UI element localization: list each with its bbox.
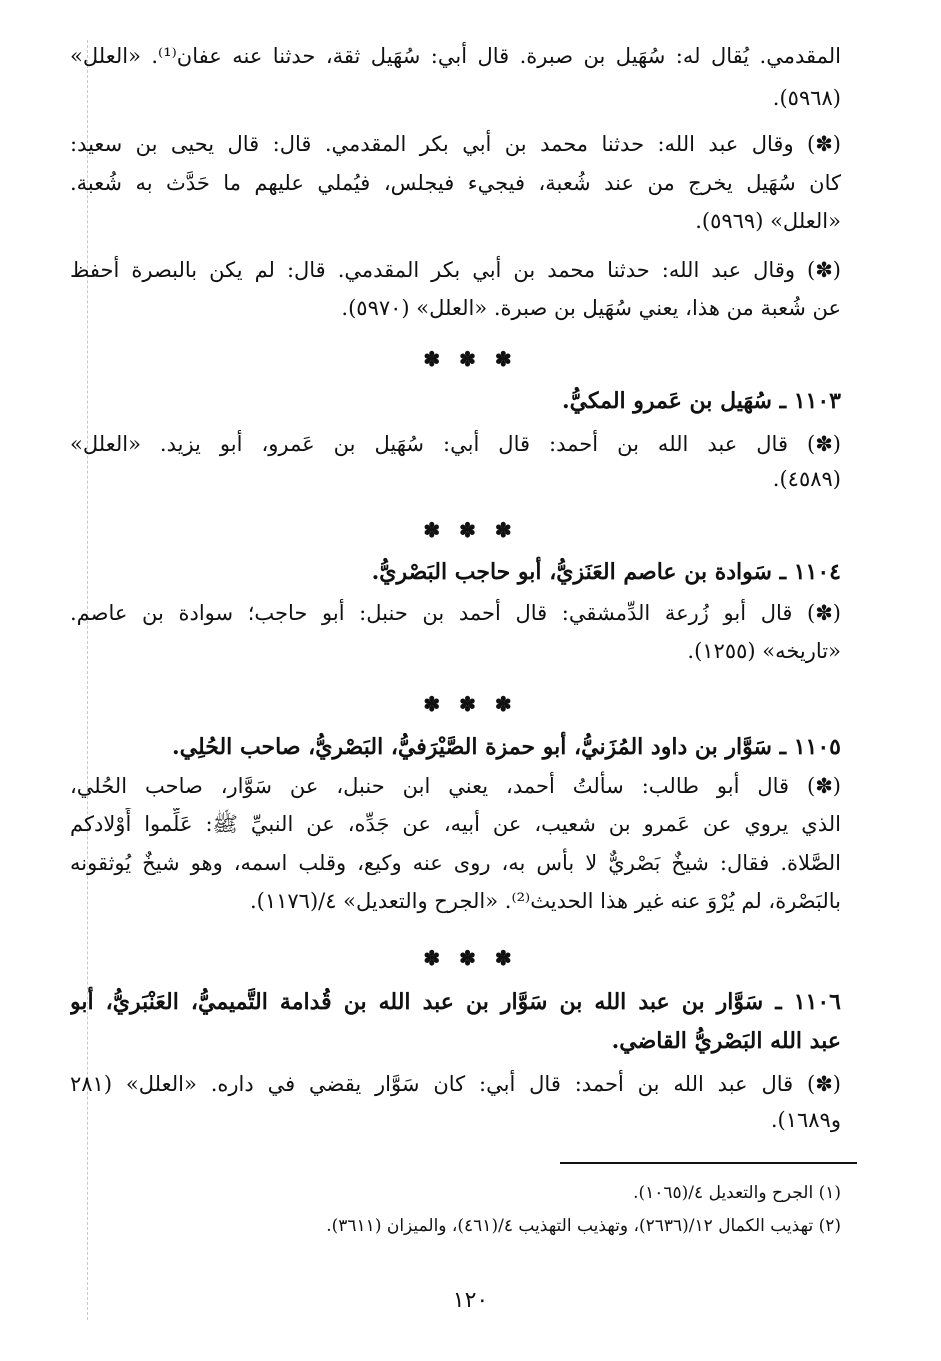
text-line: «تاريخه» (١٢٥٥). [687,639,841,663]
footnote: (١) الجرح والتعديل ٤/(١٠٦٥). [633,1183,841,1203]
footnote-separator [560,1162,857,1164]
entry-heading: ١١٠٤ ـ سَوادة بن عاصم العَنَزيُّ، أبو حاجب البَصْريُّ. [371,559,841,585]
text-line: الصَّلاة. فقال: شيخٌ بَصْريٌّ لا بأس به، روى عنه وكيع، وقلب اسمه، وهو شيخٌ يُوثقونه [70,851,841,875]
text-line: (✽) قال عبد الله بن أحمد: قال أبي: سُهَيل بن عَمرو، أبو يزيد. «العلل» [70,432,841,456]
section-divider: ✽ ✽ ✽ [423,518,518,542]
text-line: (٤٥٨٩). [772,467,841,491]
text-line: (✽) قال أبو زُرعة الدِّمشقي: قال أحمد بن حنبل: أبو حاجب؛ سوادة بن عاصم. [70,601,841,625]
entry-heading: ١١٠٦ ـ سَوَّار بن عبد الله بن سَوَّار بن عبد الله بن قُدامة التَّميميُّ، العَنْبَريُّ، أبو [70,989,841,1015]
section-divider: ✽ ✽ ✽ [423,347,518,371]
text-line: «العلل» (٥٩٦٩). [695,209,841,233]
entry-heading: ١١٠٣ ـ سُهَيل بن عَمرو المكيُّ. [561,388,841,414]
footnote: (٢) تهذيب الكمال ١٢/(٢٦٣٦)، وتهذيب التهذيب ٤/(٤٦١)، والميزان (٣٦١١). [326,1216,841,1236]
section-divider: ✽ ✽ ✽ [423,946,518,970]
text-line: (✽) وقال عبد الله: حدثنا محمد بن أبي بكر المقدمي. قال: قال يحيى بن سعيد: [70,132,841,156]
text-line: بالبَصْرة، لم يُرْوَ عنه غير هذا الحديث⁽²⁾. «الجرح والتعديل» ٤/(١١٧٦). [249,889,841,913]
text-line: (✽) وقال عبد الله: حدثنا محمد بن أبي بكر المقدمي. قال: لم يكن بالبصرة أحفظ [70,258,841,282]
entry-heading: ١١٠٥ ـ سَوَّار بن داود المُزَنيُّ، أبو حمزة الصَّيْرَفيُّ، البَصْريُّ، صاحب الحُلِي. [171,734,841,760]
section-divider: ✽ ✽ ✽ [423,692,518,716]
text-line: (٥٩٦٨). [772,86,841,110]
text-line: كان سُهَيل يخرج من عند شُعبة، فيجيء فيجلس، فيُملي عليهم ما حَدَّث به شُعبة. [70,171,841,195]
entry-heading: عبد الله البَصْريُّ القاضي. [611,1028,841,1054]
text-line: الذي يروي عن عَمرو بن شعيب، عن أبيه، عن جَدِّه، عن النبيِّ ﷺ: عَلِّموا أَوْلادكم [70,812,841,836]
text-line: عن شُعبة من هذا، يعني سُهَيل بن صبرة. «العلل» (٥٩٧٠). [341,296,841,320]
text-line: (✽) قال أبو طالب: سأَلتُ أحمد، يعني ابن حنبل، عن سَوَّار، صاحب الحُلي، [70,774,841,798]
page-number: ١٢٠ [452,1288,489,1313]
text-line: المقدمي. يُقال له: سُهَيل بن صبرة. قال أبي: سُهَيل ثقة، حدثنا عنه عفان⁽¹⁾. «العلل» [70,44,841,68]
text-line: (✽) قال عبد الله بن أحمد: قال أبي: كان سَوَّار يقضي في داره. «العلل» (٢٨١ [70,1072,841,1096]
text-line: و١٦٨٩). [770,1108,841,1132]
